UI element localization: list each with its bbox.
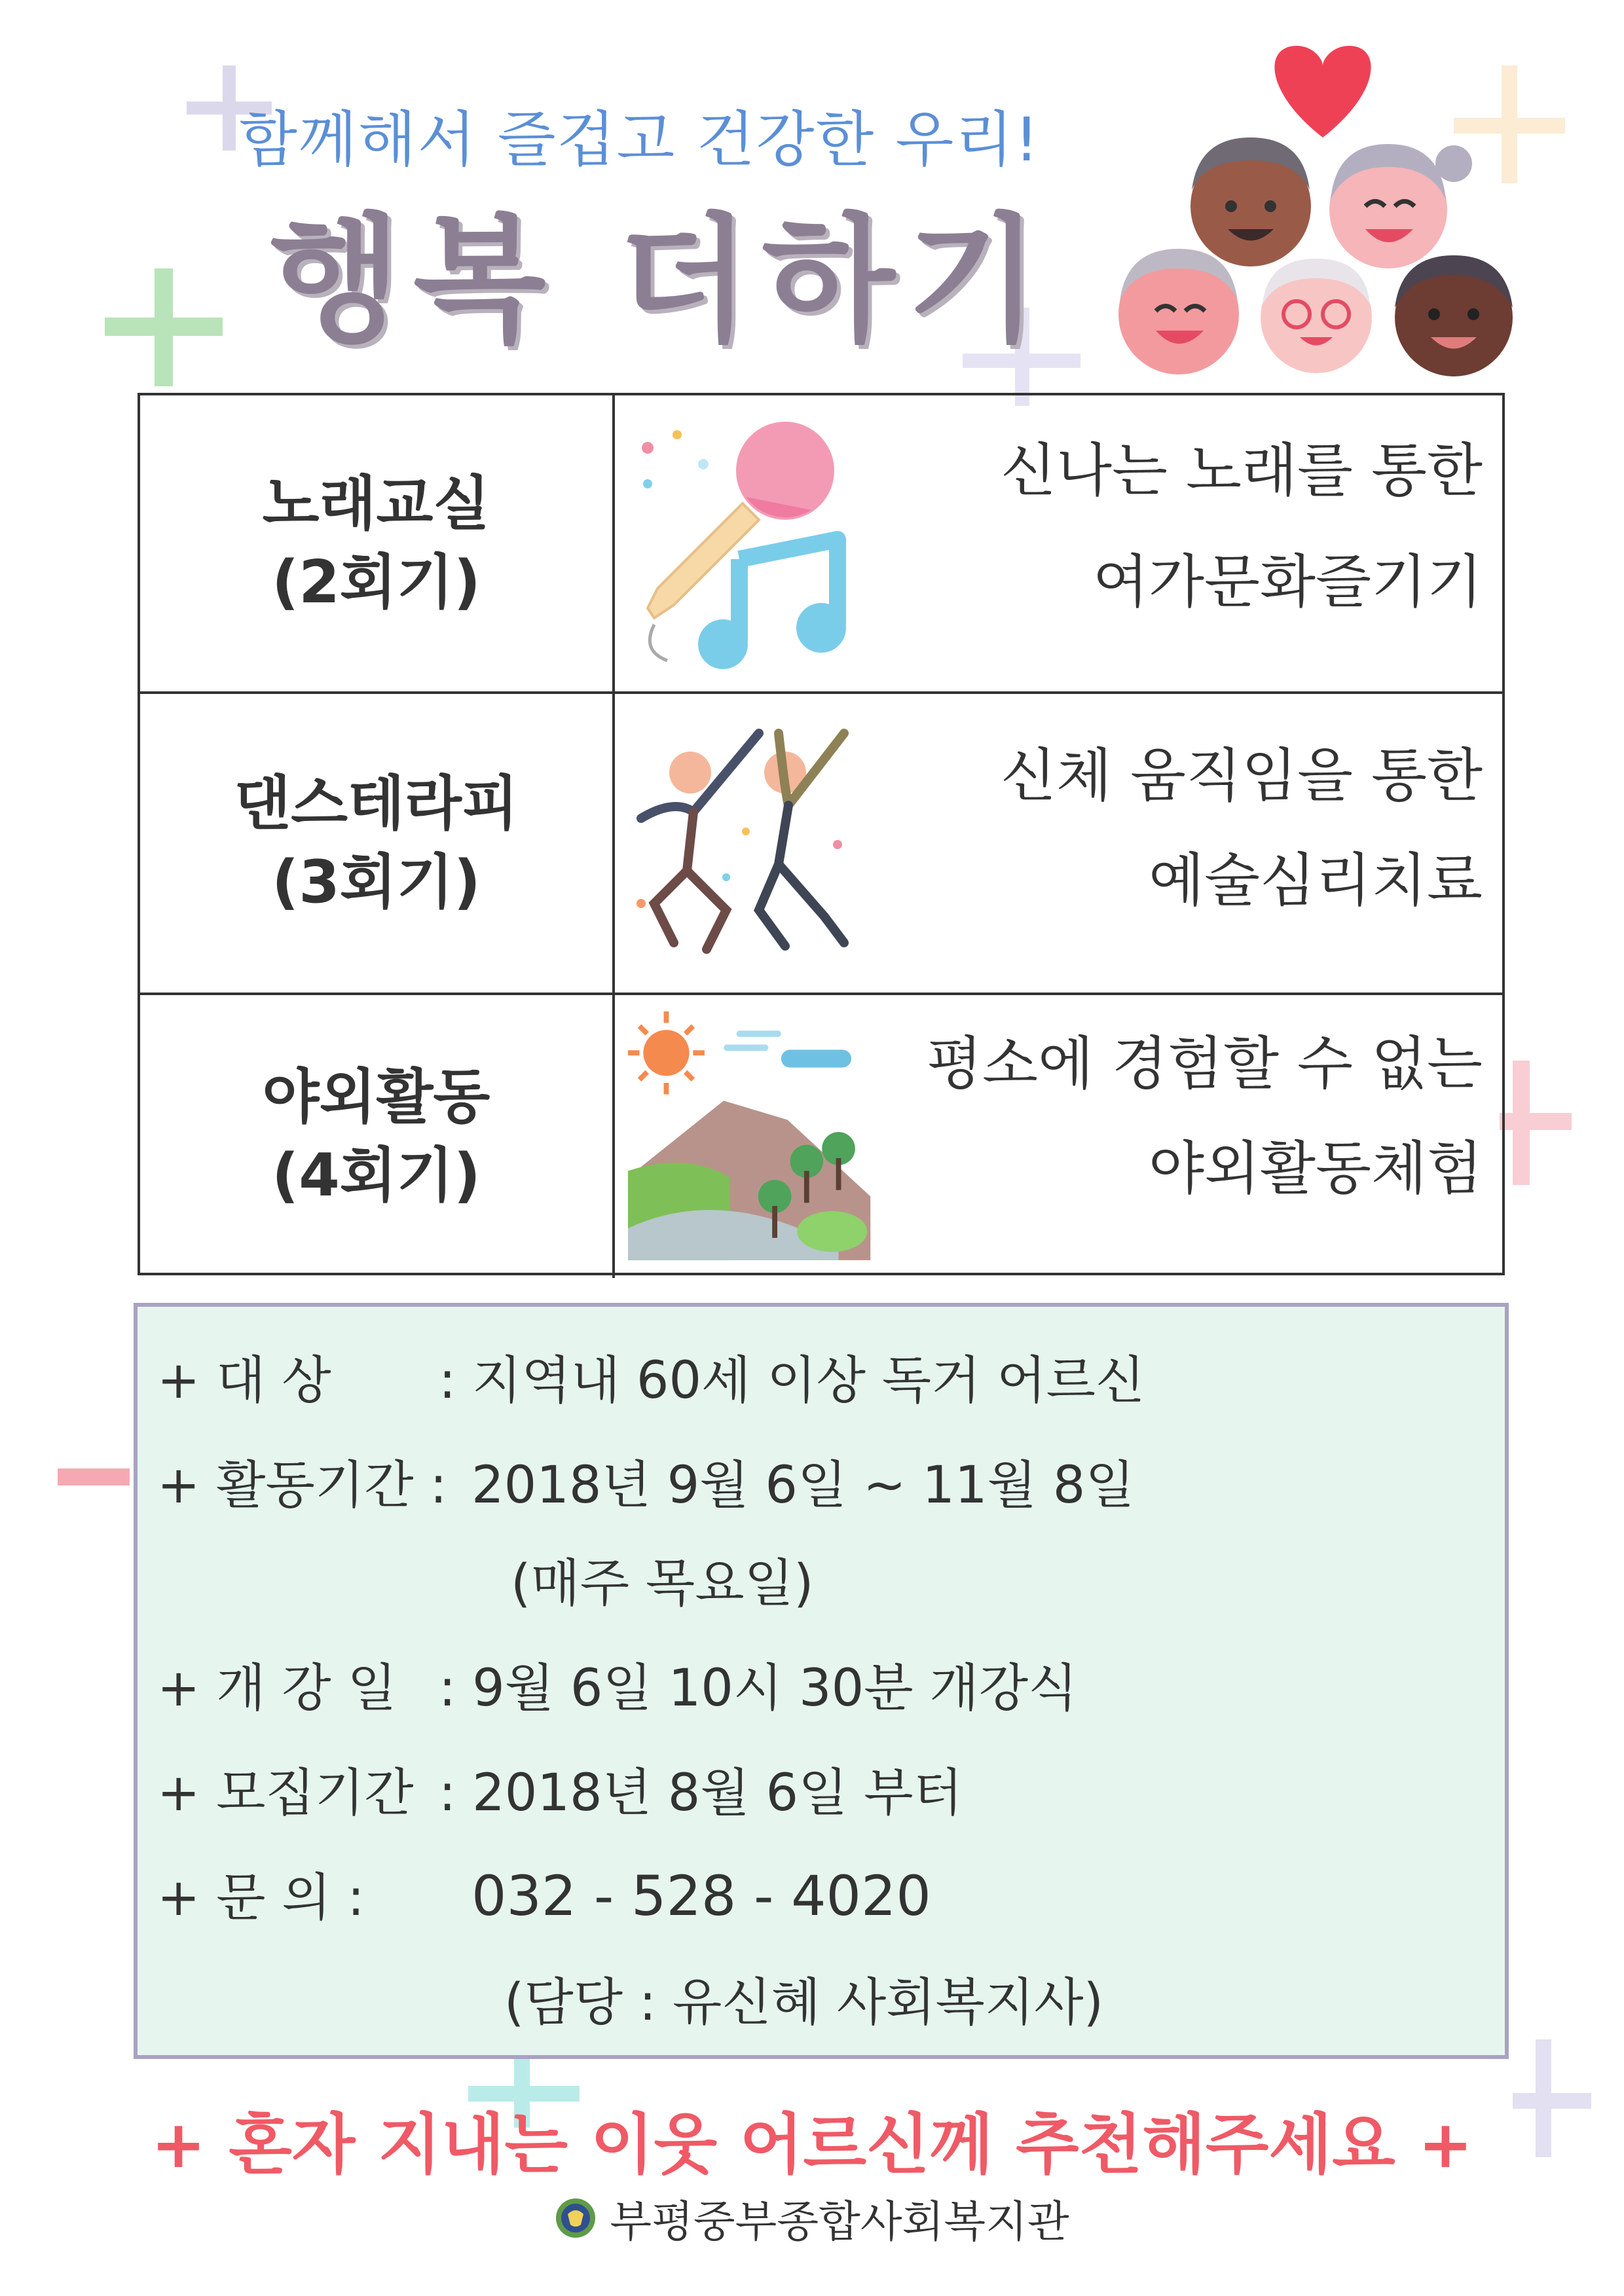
program-name: 노래교실 xyxy=(262,469,490,538)
subtitle: 함께해서 즐겁고 건강한 우리! xyxy=(239,105,1041,175)
program-row-outdoor xyxy=(140,993,1502,1278)
program-desc-line1: 평소에 경험할 수 없는 xyxy=(927,1030,1483,1097)
program-desc-line2: 여가문화즐기기 xyxy=(1092,548,1483,615)
info-label: + 모집기간 xyxy=(157,1764,414,1823)
info-label: + 대 상 xyxy=(157,1351,331,1410)
program-name-cell xyxy=(140,395,615,691)
info-period-note: (매주 목요일) xyxy=(511,1554,814,1613)
info-period xyxy=(157,1444,1135,1518)
program-row-singing xyxy=(140,395,1502,691)
organization-name: 부평중부종합사회복지관 xyxy=(610,2196,1069,2247)
program-name-cell xyxy=(140,995,615,1278)
program-desc-line1: 신체 움직임을 통한 xyxy=(1000,742,1483,809)
program-desc-line2: 예술심리치료 xyxy=(1148,847,1483,914)
info-label: + 문 의 : xyxy=(157,1868,365,1927)
info-label: + 활동기간 : xyxy=(157,1456,447,1515)
info-box xyxy=(134,1303,1509,2059)
program-table xyxy=(138,393,1505,1275)
heart-icon xyxy=(1274,46,1371,137)
info-contact-note: (담당 : 유신혜 사회복지사) xyxy=(504,1973,1104,2032)
page-title: 행복 더하기 xyxy=(268,200,1052,361)
info-value: : 2018년 8월 6일 부터 xyxy=(439,1764,963,1823)
info-contact xyxy=(157,1857,931,1930)
program-row-dance xyxy=(140,691,1502,993)
organization xyxy=(0,2187,1624,2249)
program-sessions: (2회기) xyxy=(272,548,481,617)
microphone-music-icon xyxy=(628,409,877,670)
info-target xyxy=(157,1339,1145,1413)
info-value: : 9월 6일 10시 30분 개강식 xyxy=(439,1659,1078,1718)
outdoor-landscape-icon xyxy=(628,1002,877,1264)
decor-plus-icon xyxy=(105,268,223,386)
info-value: 032 - 528 - 4020 xyxy=(471,1864,931,1928)
organization-logo-icon xyxy=(555,2197,597,2239)
info-label: + 개 강 일 xyxy=(157,1659,397,1718)
info-value: : 지역내 60세 이상 독거 어르신 xyxy=(439,1351,1145,1410)
recommend-banner: + 혼자 지내는 이웃 어르신께 추천해주세요 + xyxy=(151,2106,1473,2183)
program-name: 댄스테라피 xyxy=(234,769,519,838)
program-sessions: (4회기) xyxy=(272,1141,481,1210)
decor-plus-icon xyxy=(1500,1061,1572,1185)
program-sessions: (3회기) xyxy=(272,848,481,917)
decor-minus-icon xyxy=(58,1463,130,1489)
info-recruit xyxy=(157,1752,963,1825)
dancers-icon xyxy=(628,720,877,969)
program-name: 야외활동 xyxy=(262,1063,490,1131)
program-name-cell xyxy=(140,694,615,993)
info-opening xyxy=(157,1647,1077,1721)
program-desc-line2: 야외활동체험 xyxy=(1148,1135,1483,1202)
heart-faces-icon xyxy=(1100,39,1526,393)
info-value: 2018년 9월 6일 ~ 11월 8일 xyxy=(471,1456,1135,1515)
program-desc-line1: 신나는 노래를 통한 xyxy=(1000,437,1483,504)
